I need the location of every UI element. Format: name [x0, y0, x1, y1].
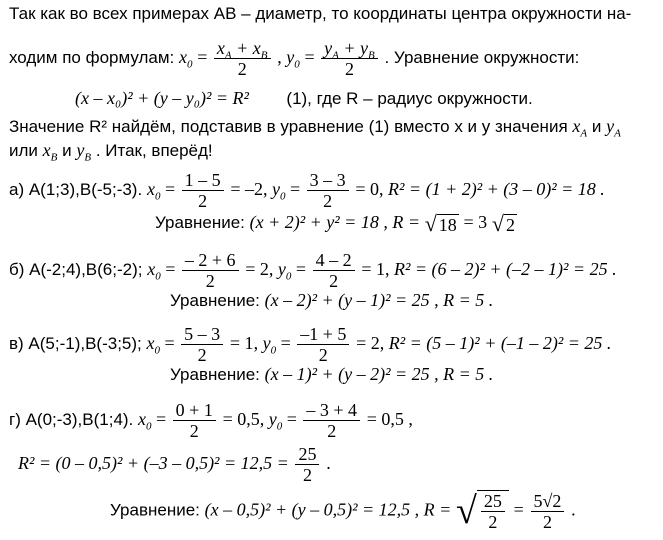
circle-equation-line: [75, 88, 533, 109]
item-c-label: в) A(5;-1),B(-3;5);: [9, 333, 142, 353]
item-d-r2-fraction: $\frac{25}{2}$: [295, 444, 319, 485]
item-a-eq: (x + 2)² + y² = 18 , R =: [249, 212, 420, 232]
circle-equation-note: (1), где R – радиус окружности.: [286, 89, 533, 108]
item-b-line-1: б) A(-2;4),B(6;-2); $x_0$ = $\frac{- 2 + 6}{2}$ = 2, $y_0$ = $\frac{4 - 2}{2}$ = 1, R² = (6 – 2)² + (–2 – 1)² = 25 .: [9, 250, 617, 291]
item-d-line-1: г) A(0;-3),B(1;4). $x_0$ = $\frac{0 + 1}{2}$ = 0,5, $y_0$ = $\frac{- 3 + 4}{2}$ = 0,5 ,: [9, 400, 413, 441]
item-a-x0-fraction: $\frac{1 - 5}{2}$: [182, 170, 224, 211]
and-text-2: и: [62, 141, 77, 160]
item-b-y0-fraction: $\frac{4 - 2}{2}$: [313, 250, 355, 291]
intro-text-2b: . Уравнение окружности:: [384, 47, 580, 67]
ya-symbol: $y_A$: [606, 116, 621, 140]
item-d-y0-fraction: $\frac{- 3 + 4}{2}$: [303, 400, 360, 441]
item-c-line-1: в) A(5;-1),B(-3;5); $x_0$ = $\frac{5 - 3}{2}$ = 1, $y_0$ = $\frac{-1 + 5}{2}$ = 2, R² = (5 – 1)² + (–1 – 2)² = 25 .: [9, 324, 612, 365]
item-d-label: г) A(0;-3),B(1;4).: [9, 409, 134, 429]
item-d-r-result: $\frac{5√2}{2}$: [531, 491, 565, 532]
item-d-eq-label: Уравнение:: [110, 500, 200, 520]
circle-equation: (x – x₀)² + (y – y₀)² = R²: [75, 88, 249, 108]
y0-symbol: $y_0$: [286, 46, 300, 71]
intro-line-1: [9, 4, 631, 24]
item-c-y0-fraction: $\frac{-1 + 5}{2}$: [297, 324, 349, 365]
yb-symbol: $y_B$: [76, 140, 92, 164]
item-d-x0-fraction: $\frac{0 + 1}{2}$: [173, 400, 216, 441]
item-c-equation: [170, 364, 493, 385]
item-a-eq-label: Уравнение:: [155, 213, 245, 232]
comma: ,: [277, 46, 287, 67]
intro-line-5: [9, 140, 213, 164]
item-b-x0-fraction: $\frac{- 2 + 6}{2}$: [182, 250, 239, 291]
item-a-r-squared: R² = (1 + 2)² + (3 – 0)² = 18 .: [388, 178, 605, 199]
item-b-eq: (x – 2)² + (y – 1)² = 25 , R = 5 .: [264, 290, 494, 310]
intro-text-1: Так как во всех примерах AB – диаметр, то координаты центра окружности на-: [9, 4, 632, 23]
item-a-equation: Уравнение: (x + 2)² + y² = 18 , R = √ 18 = 3 √ 2: [155, 211, 515, 237]
item-b-equation: [170, 290, 493, 311]
intro-text-5: или: [9, 141, 43, 160]
item-b-r-squared: R² = (6 – 2)² + (–2 – 1)² = 25 .: [393, 258, 617, 279]
item-d-eq: (x – 0,5)² + (y – 0,5)² = 12,5 , R =: [204, 499, 452, 520]
item-a-sqrt-18: √ 18: [424, 211, 457, 237]
intro-text-2: ходим по формулам:: [9, 47, 180, 67]
item-c-eq-label: Уравнение:: [170, 365, 260, 384]
item-c-r-squared: R² = (5 – 1)² + (–1 – 2)² = 25 .: [388, 332, 612, 353]
item-d-sqrt-fraction: √ $\frac{25}{2}$: [456, 490, 509, 532]
item-d-equation: Уравнение: (x – 0,5)² + (y – 0,5)² = 12,5 , R = √ $\frac{25}{2}$ = $\frac{5√2}{2}$ .: [110, 490, 576, 532]
item-a-label: а) A(1;3),B(-5;-3).: [9, 179, 143, 199]
item-c-eq: (x – 1)² + (y – 2)² = 25 , R = 5 .: [264, 364, 494, 384]
y-center-formula: $\frac{y_A + y_B}{2}$: [321, 38, 378, 79]
x0-symbol: $x_0$: [179, 46, 193, 71]
item-a-y0-fraction: $\frac{3 - 3}{2}$: [307, 170, 349, 211]
item-a-sqrt-2: √ 2: [491, 211, 515, 237]
equals-sign: =: [197, 46, 212, 67]
item-b-eq-label: Уравнение:: [170, 291, 260, 310]
item-c-x0-fraction: $\frac{5 - 3}{2}$: [181, 324, 223, 365]
intro-line-4: [9, 116, 621, 140]
item-d-r2-expression: R² = (0 – 0,5)² + (–3 – 0,5)² = 12,5 =: [18, 452, 289, 473]
equals-sign-2: =: [304, 46, 320, 67]
intro-text-4: Значение R² найдём, подставив в уравнение (1) вместо x и y значения: [9, 117, 568, 136]
and-text-1: и: [591, 117, 607, 136]
xb-symbol: $x_B$: [42, 140, 58, 164]
x-center-formula: $\frac{x_A + x_B}{2}$: [214, 38, 271, 79]
intro-line-2: [9, 38, 579, 79]
item-a-line-1: а) A(1;3),B(-5;-3). $x_0$ = $\frac{1 - 5}{2}$ = –2, $y_0$ = $\frac{3 - 3}{2}$ = 0, R² = (1 + 2)² + (3 – 0)² = 18 .: [9, 170, 605, 211]
item-d-r-squared: R² = (0 – 0,5)² + (–3 – 0,5)² = 12,5 = $\frac{25}{2}$ .: [18, 444, 331, 485]
item-b-label: б) A(-2;4),B(6;-2);: [9, 259, 143, 279]
xa-symbol: $x_A$: [572, 116, 588, 140]
intro-text-5b: . Итак, вперёд!: [95, 141, 213, 160]
